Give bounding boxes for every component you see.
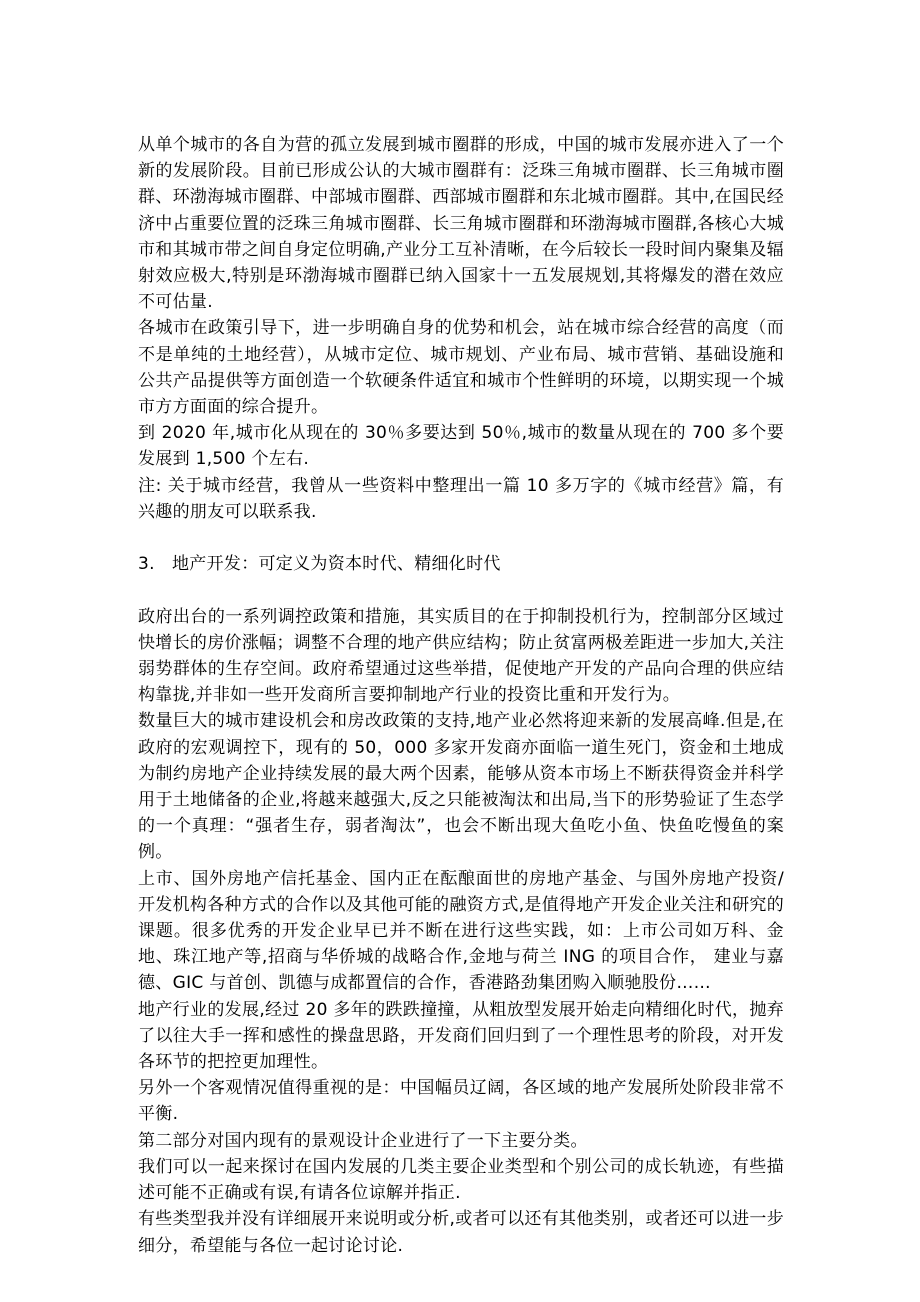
blank-line xyxy=(138,577,784,603)
paragraph-discussion: 我们可以一起来探讨在国内发展的几类主要企业类型和个别公司的成长轨迹，有些描述可能不正确或有误,有请各位谅解并指正. xyxy=(138,1156,784,1204)
paragraph-industry-development: 地产行业的发展,经过 20 多年的跌跌撞撞，从粗放型发展开始走向精细化时代，抛弃了以往大手一挥和感性的操盘思路，开发商们回归到了一个理性思考的阶段，对开发各环节的把控更加理性。 xyxy=(138,999,784,1073)
paragraph-city-policy: 各城市在政策引导下，进一步明确自身的优势和机会，站在城市综合经营的高度（而不是单纯的土地经营），从城市定位、城市规划、产业布局、城市营销、基础设施和公共产品提供等方面创造一个软硬条件适宜和城市个性鲜明的环境，以期实现一个城市方方面面的综合提升。 xyxy=(138,318,784,418)
paragraph-government-policy: 政府出台的一系列调控政策和措施，其实质目的在于抑制投机行为，控制部分区域过快增长的房价涨幅；调整不合理的地产供应结构；防止贫富两极差距进一步加大,关注弱势群体的生存空间。政府希望通过这些举措，促使地产开发的产品向合理的供应结构靠拢,并非如一些开发商所言要抑制地产行业的投资比重和开发行为。 xyxy=(138,606,784,706)
paragraph-financing: 上市、国外房地产信托基金、国内正在酝酿面世的房地产基金、与国外房地产投资/开发机构各种方式的合作以及其他可能的融资方式,是值得地产开发企业关注和研究的课题。很多优秀的开发企业早已并不断在进行这些实践，如：上市公司如万科、金地、珠江地产等,招商与华侨城的战略合作,金地与荷兰 ING 的项目合作， 建业与嘉德、GIC 与首创、凯德与成都置信的合作，香港路劲集团购入顺驰股份…… xyxy=(138,868,784,994)
paragraph-part-two: 第二部分对国内现有的景观设计企业进行了一下主要分类。 xyxy=(138,1130,588,1151)
document-body xyxy=(138,132,784,1259)
blank-line xyxy=(138,525,784,551)
paragraph-note-city-management: 注: 关于城市经营，我曾从一些资料中整理出一篇 10 多万字的《城市经营》篇，有兴趣的朋友可以联系我. xyxy=(138,475,784,522)
section-heading xyxy=(138,551,784,577)
paragraph-city-clusters: 从单个城市的各自为营的孤立发展到城市圈群的形成，中国的城市发展亦进入了一个新的发展阶段。目前已形成公认的大城市圈群有：泛珠三角城市圈群、长三角城市圈群、环渤海城市圈群、中部城市圈群、西部城市圈群和东北城市圈群。其中,在国民经济中占重要位置的泛珠三角城市圈群、长三角城市圈群和环渤海城市圈群,各核心大城市和其城市带之间自身定位明确,产业分工互补清晰，在今后较长一段时间内聚集及辐射效应极大,特别是环渤海城市圈群已纳入国家十一五发展规划,其将爆发的潜在效应不可估量. xyxy=(138,135,784,313)
section-title: 地产开发：可定义为资本时代、精细化时代 xyxy=(172,554,501,575)
paragraph-further-categories: 有些类型我并没有详细展开来说明或分析,或者可以还有其他类别，或者还可以进一步细分，希望能与各位一起讨论讨论. xyxy=(138,1209,784,1256)
paragraph-urbanization-2020: 到 2020 年,城市化从现在的 30％多要达到 50％,城市的数量从现在的 700 多个要发展到 1,500 个左右. xyxy=(138,423,784,470)
paragraph-capital-land: 数量巨大的城市建设机会和房改政策的支持,地产业必然将迎来新的发展高峰.但是,在政府的宏观调控下，现有的 50，000 多家开发商亦面临一道生死门，资金和土地成为制约房地产企业持续发展的最大两个因素，能够从资本市场上不断获得资金并科学用于土地储备的企业,将越来越强大,反之只能被淘汰和出局,当下的形势验证了生态学的一个真理：“强者生存，弱者淘汰”，也会不断出现大鱼吃小鱼、快鱼吃慢鱼的案例。 xyxy=(138,711,784,863)
section-number: 3. xyxy=(138,554,155,575)
paragraph-regional-imbalance: 另外一个客观情况值得重视的是：中国幅员辽阔，各区域的地产发展所处阶段非常不平衡. xyxy=(138,1078,784,1125)
